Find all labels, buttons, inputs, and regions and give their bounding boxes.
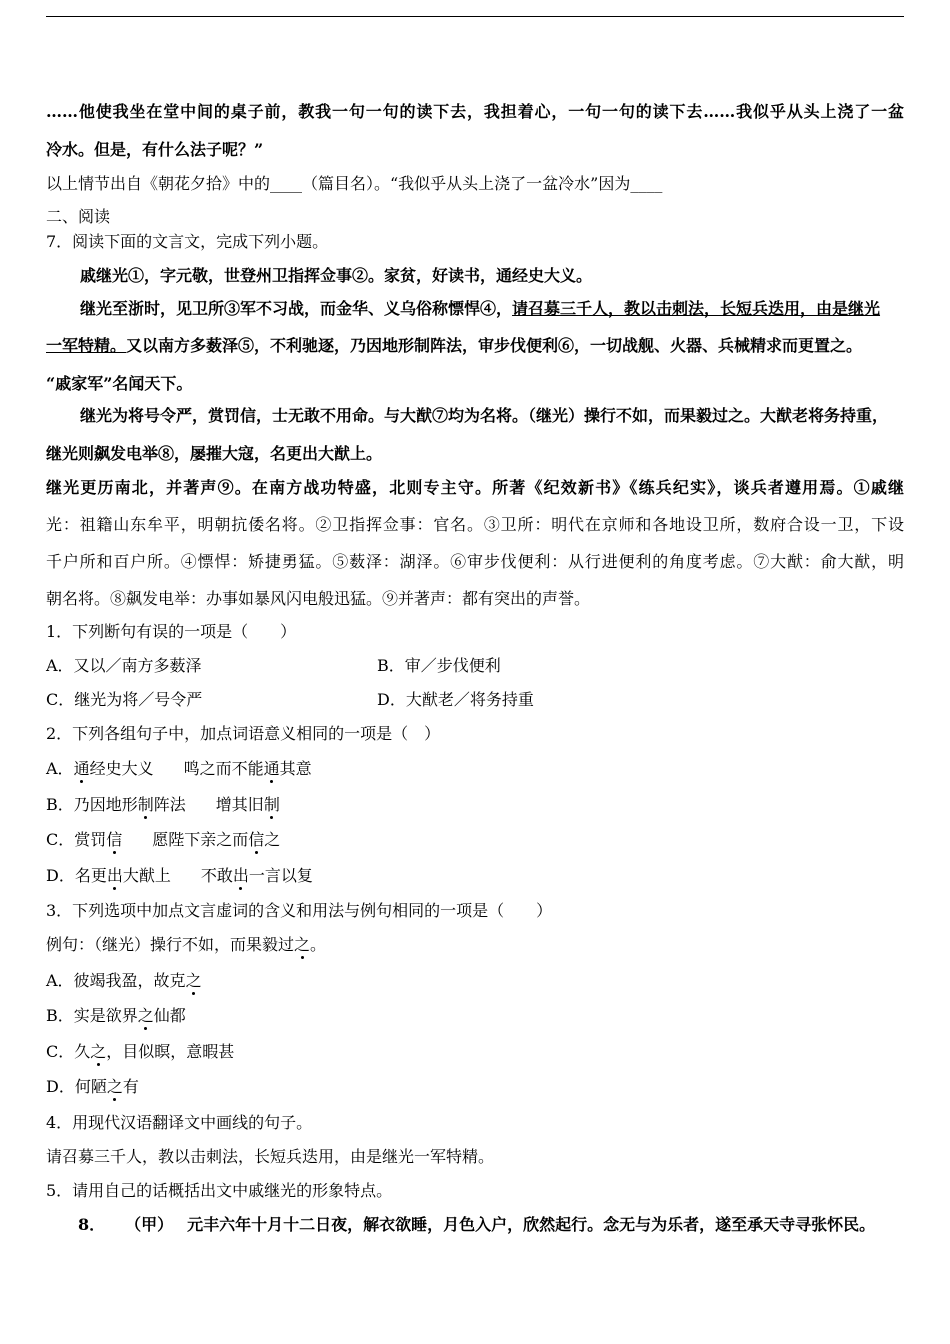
option-text: 仙都 <box>153 1006 186 1025</box>
passage-label: （甲） <box>125 1215 174 1234</box>
section-heading: 二、阅读 <box>46 207 111 226</box>
subquestion-1-option-a: A．又以／南方多薮泽 <box>46 656 202 675</box>
dotted-word: 之 <box>90 1042 107 1061</box>
dotted-word: 之 <box>106 1077 123 1096</box>
subquestion-3-option-c <box>46 1042 234 1062</box>
option-text: 阵法 <box>153 795 186 814</box>
subquestion-2-stem: 2．下列各组句子中，加点词语意义相同的一项是（ ） <box>46 724 441 743</box>
subquestion-2-option-d <box>46 866 313 886</box>
subquestion-3-option-d <box>46 1077 139 1097</box>
subquestion-3-option-a <box>46 971 202 991</box>
option-text: 愿陛下亲之而 <box>152 830 249 849</box>
subquestion-1-option-b: B．审／步伐便利 <box>377 656 501 675</box>
subquestion-3-example <box>46 935 326 955</box>
option-text: D．名更 <box>46 866 107 885</box>
subquestion-5-stem: 5．请用自己的话概括出文中戚继光的形象特点。 <box>46 1181 393 1200</box>
dotted-word: 通 <box>73 759 90 778</box>
header-rule <box>46 16 904 17</box>
subquestion-3-stem: 3．下列选项中加点文言虚词的含义和用法与例句相同的一项是（ ） <box>46 901 553 920</box>
annotation-line-1: 光：祖籍山东牟平，明朝抗倭名将。②卫指挥佥事：官名。③卫所：明代在京师和各地设卫所，数府合设一卫，下设 <box>46 515 904 534</box>
intro-line-2: 冷水。但是，有什么法子呢？” <box>46 140 264 159</box>
dotted-word: 之 <box>137 1006 154 1025</box>
option-text: A．彼竭我盈，故克 <box>46 971 186 990</box>
passage-text: 元丰六年十月十二日夜，解衣欲睡，月色入户，欣然起行。念无与为乐者，遂至承天寺寻张怀民。 <box>187 1215 876 1234</box>
example-text: 例句：（继光）操行不如，而果毅过 <box>46 935 295 954</box>
option-label: A． <box>46 759 74 778</box>
option-text: 经史大义 <box>89 759 154 778</box>
passage-text: 继光至浙时，见卫所③军不习战，而金华、义乌俗称慓悍④， <box>80 299 513 318</box>
dotted-word: 之 <box>185 971 202 990</box>
dotted-word: 通 <box>263 759 280 778</box>
passage-para-3-line-1: 继光为将号令严，赏罚信，士无敢不用命。与大猷⑦均为名将。（继光）操行不如，而果毅过之。大猷老将务持重， <box>80 406 889 425</box>
underlined-sentence: 请召募三千人，教以击刺法，长短兵迭用，由是继光 <box>512 299 881 318</box>
option-text: 其意 <box>279 759 312 778</box>
option-text: 鸣之而不能 <box>183 759 264 778</box>
subquestion-1-stem: 1．下列断句有误的一项是（ ） <box>46 622 297 641</box>
option-text: 之 <box>264 830 281 849</box>
dotted-word: 信 <box>106 830 123 849</box>
dotted-word: 制 <box>263 795 280 814</box>
option-text: C．赏罚 <box>46 830 107 849</box>
passage-para-3-line-2: 继光则飙发电举⑧，屡摧大寇，名更出大猷上。 <box>46 444 383 463</box>
intro-question: 以上情节出自《朝花夕拾》中的____（篇目名）。“我似乎从头上浇了一盆冷水”因为____ <box>46 174 663 193</box>
option-text: 不敢 <box>200 866 233 885</box>
option-text: 增其旧 <box>215 795 264 814</box>
dotted-word: 制 <box>137 795 154 814</box>
intro-line-1: ……他使我坐在堂中间的桌子前，教我一句一句的读下去，我担着心，一句一句的读下去……我似乎从头上浇了一盆 <box>46 102 904 121</box>
passage-para-2-line-2 <box>46 336 862 356</box>
passage-para-4: 继光更历南北，并著声⑨。在南方战功特盛，北则专主守。所著《纪效新书》《练兵纪实》，谈兵者遵用焉。①戚继 <box>46 478 904 497</box>
option-text: 有 <box>122 1077 139 1096</box>
passage-para-2-line-3: “戚家军”名闻天下。 <box>46 374 193 393</box>
underlined-sentence-end: 一军特精。 <box>46 336 127 355</box>
annotation-line-2: 千户所和百户所。④慓悍：矫捷勇猛。⑤薮泽：湖泽。⑥审步伐便利：从行进便利的角度考虑。⑦大猷：俞大猷，明 <box>46 552 904 571</box>
passage-para-1: 戚继光①，字元敬，世登州卫指挥佥事②。家贫，好读书，通经史大义。 <box>80 266 593 285</box>
question-number: 8． <box>78 1215 106 1234</box>
dotted-word: 出 <box>232 866 249 885</box>
subquestion-1-option-d: D．大猷老／将务持重 <box>377 690 534 709</box>
subquestion-4-stem: 4．用现代汉语翻译文中画线的句子。 <box>46 1113 313 1132</box>
subquestion-4-sentence: 请召募三千人，教以击刺法，长短兵迭用，由是继光一军特精。 <box>46 1147 495 1166</box>
subquestion-1-option-c: C．继光为将／号令严 <box>46 690 203 709</box>
subquestion-2-option-a <box>46 759 312 779</box>
option-text: D．何陋 <box>46 1077 107 1096</box>
subquestion-3-option-b <box>46 1006 186 1026</box>
question-7-stem: 7．阅读下面的文言文，完成下列小题。 <box>46 232 329 251</box>
dotted-word: 信 <box>248 830 265 849</box>
passage-para-2-line-1 <box>80 299 880 319</box>
option-text: 一言以复 <box>248 866 313 885</box>
passage-text: 又以南方多薮泽⑤，不利驰逐，乃因地形制阵法，审步伐便利⑥，一切战舰、火器、兵械精求而更置之。 <box>126 336 863 355</box>
annotation-line-3: 朝名将。⑧飙发电举：办事如暴风闪电般迅猛。⑨并著声：都有突出的声誉。 <box>46 589 591 608</box>
dotted-word: 出 <box>106 866 123 885</box>
option-text: 大猷上 <box>122 866 171 885</box>
option-text: B．乃因地形 <box>46 795 138 814</box>
subquestion-2-option-c <box>46 830 280 850</box>
subquestion-2-option-b <box>46 795 280 815</box>
option-text: ，目似瞑，意暇甚 <box>106 1042 235 1061</box>
dotted-word: 之 <box>294 935 311 954</box>
example-text: 。 <box>310 935 327 954</box>
option-text: B．实是欲界 <box>46 1006 138 1025</box>
question-8 <box>78 1215 875 1235</box>
option-text: C．久 <box>46 1042 91 1061</box>
